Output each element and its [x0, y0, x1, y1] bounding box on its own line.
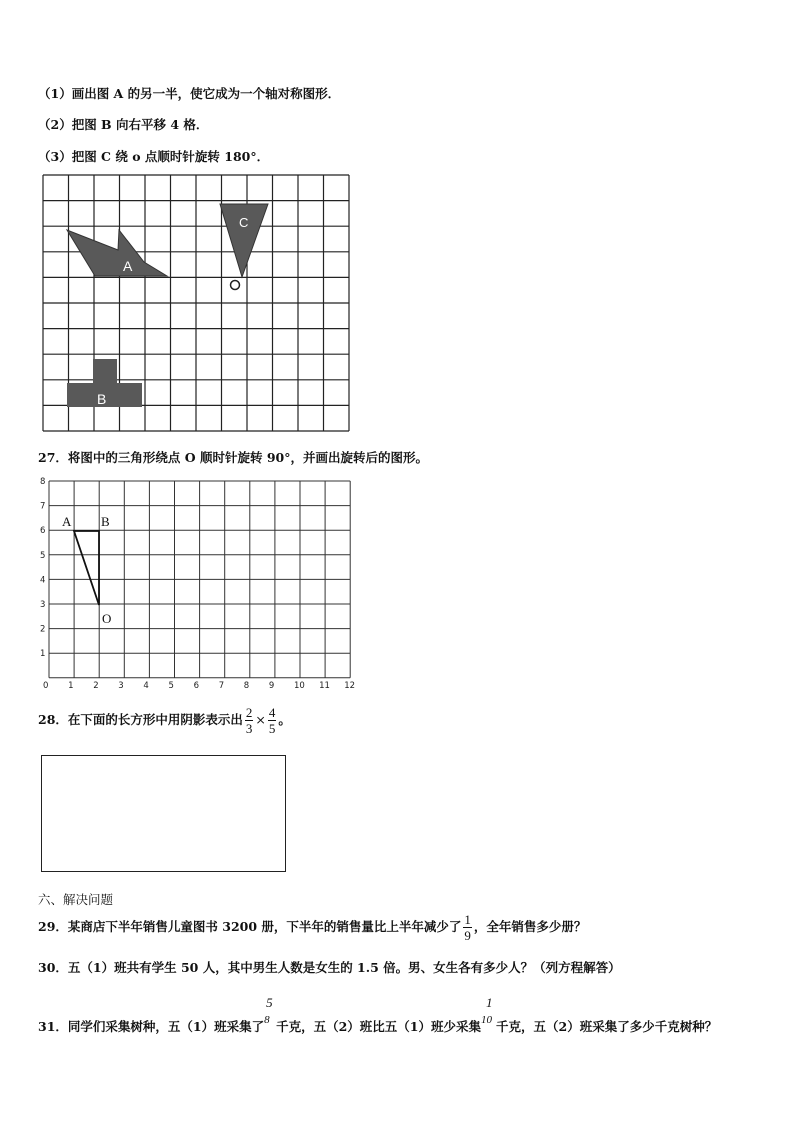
- x-tick-label: 7: [218, 680, 225, 691]
- x-tick-label: 1: [68, 680, 74, 691]
- x-tick-label: 9: [268, 680, 275, 691]
- label-a: A: [123, 258, 133, 274]
- q31-fraction-2: [481, 995, 496, 1031]
- x-tick-label: 8: [243, 680, 250, 691]
- q28-text: [38, 705, 291, 736]
- x-tick-label: 5: [168, 680, 174, 691]
- q31-part1: 31．同学们采集树种，五（1）班采集了: [38, 1019, 265, 1034]
- q28-frac2-num: 4: [268, 705, 276, 720]
- q29-fraction: [463, 912, 472, 943]
- y-tick-label: 2: [40, 624, 46, 635]
- q28-frac1-den: 3: [245, 721, 253, 736]
- point-b-label: B: [101, 514, 110, 529]
- q28-prefix: 28．在下面的长方形中用阴影表示出: [38, 712, 243, 727]
- x-tick-label: 0: [43, 680, 49, 691]
- q28-fraction-2: [268, 705, 277, 736]
- x-tick-label: 2: [93, 680, 99, 691]
- q28-suffix: 。: [278, 712, 291, 727]
- q31-frac1-num: 5: [266, 995, 273, 1010]
- q28-frac1-num: 2: [245, 705, 253, 720]
- y-tick-label: 1: [40, 649, 46, 660]
- y-tick-label: 8: [40, 477, 46, 487]
- label-c: C: [239, 215, 249, 230]
- q31-text: [38, 995, 718, 1035]
- q29-frac-den: 9: [464, 928, 471, 943]
- x-tick-label: 12: [344, 680, 356, 691]
- q31-frac1-den: 8: [264, 1014, 270, 1026]
- x-tick-label: 3: [118, 680, 124, 691]
- q31-frac2-num: 1: [486, 995, 493, 1010]
- y-tick-label: 5: [40, 550, 46, 561]
- point-o-label: O: [102, 611, 112, 626]
- point-a-label: A: [62, 514, 72, 529]
- q28-fraction-1: [245, 705, 254, 736]
- x-tick-label: 6: [193, 680, 200, 691]
- q29-frac-num: 1: [464, 912, 471, 927]
- triangle-abo: [74, 531, 99, 605]
- q31-fraction-1: [264, 995, 276, 1031]
- x-tick-label: 10: [294, 680, 305, 691]
- q29-suffix: ，全年销售多少册？: [473, 919, 587, 934]
- q28-times: ×: [255, 712, 266, 727]
- q30-text: 30．五（1）班共有学生 50 人，其中男生人数是女生的 1.5 倍。男、女生各有多少人？（列方程解答）: [38, 960, 621, 975]
- y-tick-label: 7: [40, 501, 46, 512]
- q29-text: [38, 912, 586, 943]
- label-b: B: [97, 391, 107, 407]
- x-tick-label: 11: [319, 680, 330, 691]
- y-tick-label: 6: [40, 526, 46, 537]
- q31-frac2-den: 10: [481, 1014, 492, 1026]
- q26-item-1: （1）画出图 A 的另一半，使它成为一个轴对称图形．: [38, 86, 341, 101]
- q29-prefix: 29．某商店下半年销售儿童图书 3200 册，下半年的销售量比上半年减少了: [38, 919, 462, 934]
- q26-item-3: （3）把图 C 绕 o 点顺时针旋转 180°．: [38, 149, 270, 164]
- q27-text: 27．将图中的三角形绕点 O 顺时针旋转 90°，并画出旋转后的图形。: [38, 450, 428, 465]
- section-6-title: 六、解决问题: [38, 892, 114, 907]
- y-tick-label: 3: [40, 600, 46, 610]
- q28-frac2-den: 5: [268, 721, 276, 736]
- q31-part3: 千克，五（2）班采集了多少千克树种？: [496, 1019, 718, 1034]
- q26-item-2: （2）把图 B 向右平移 4 格．: [38, 117, 209, 132]
- y-tick-label: 4: [40, 575, 46, 586]
- x-tick-label: 4: [143, 680, 149, 691]
- q31-part2: 千克，五（2）班比五（1）班少采集: [276, 1019, 481, 1034]
- q28-rectangle[interactable]: [41, 755, 286, 872]
